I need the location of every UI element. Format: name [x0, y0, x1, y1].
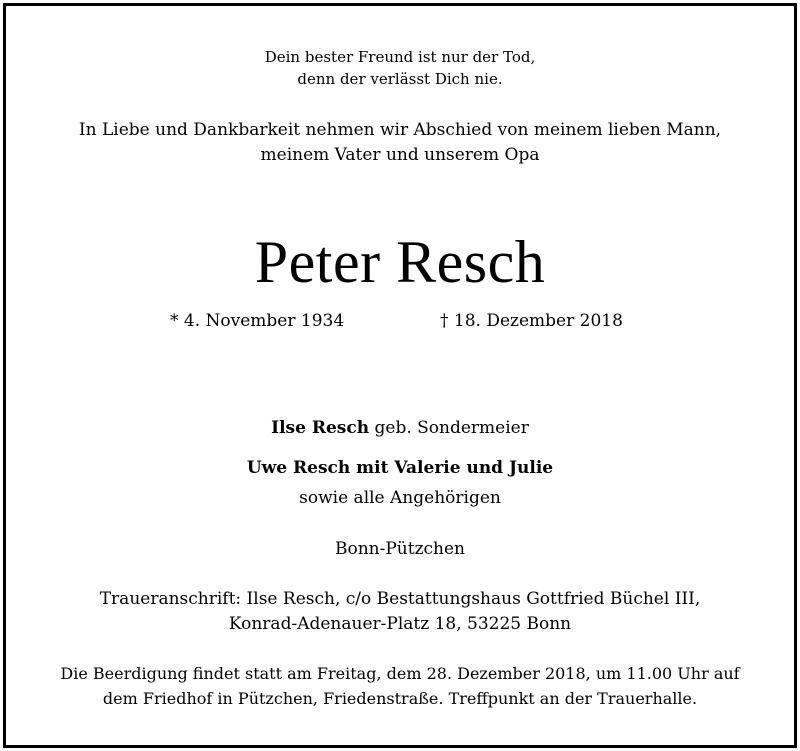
wife-name: Ilse Resch [271, 418, 370, 438]
motto-line-2: denn der verlässt Dich nie. [297, 70, 503, 88]
life-dates [6, 311, 794, 335]
place: Bonn-Pützchen [334, 539, 466, 559]
deceased-name: Peter Resch [254, 229, 546, 295]
address-line-1: Traueranschrift: Ilse Resch, c/o Bestattungshaus Gottfried Büchel III, [99, 589, 701, 609]
intro-line-1: In Liebe und Dankbarkeit nehmen wir Abschied von meinem lieben Mann, [78, 120, 722, 140]
mourner-son: Uwe Resch mit Valerie und Julie [246, 458, 554, 478]
intro-line-2: meinem Vater und unserem Opa [260, 145, 540, 165]
funeral-line-1: Die Beerdigung findet statt am Freitag, dem 28. Dezember 2018, um 11.00 Uhr auf [60, 664, 740, 683]
mourner-wife [6, 418, 794, 438]
motto-line-1: Dein bester Freund ist nur der Tod, [264, 48, 536, 66]
birth-date: * 4. November 1934 [170, 311, 345, 331]
mourner-others: sowie alle Angehörigen [299, 488, 501, 508]
obituary-frame [3, 3, 797, 748]
address-line-2: Konrad-Adenauer-Platz 18, 53225 Bonn [228, 614, 572, 634]
funeral-line-2: dem Friedhof in Pützchen, Friedenstraße. Treffpunkt an der Trauerhalle. [102, 689, 698, 708]
wife-maiden-name: geb. Sondermeier [374, 418, 529, 438]
death-date: † 18. Dezember 2018 [440, 311, 623, 331]
